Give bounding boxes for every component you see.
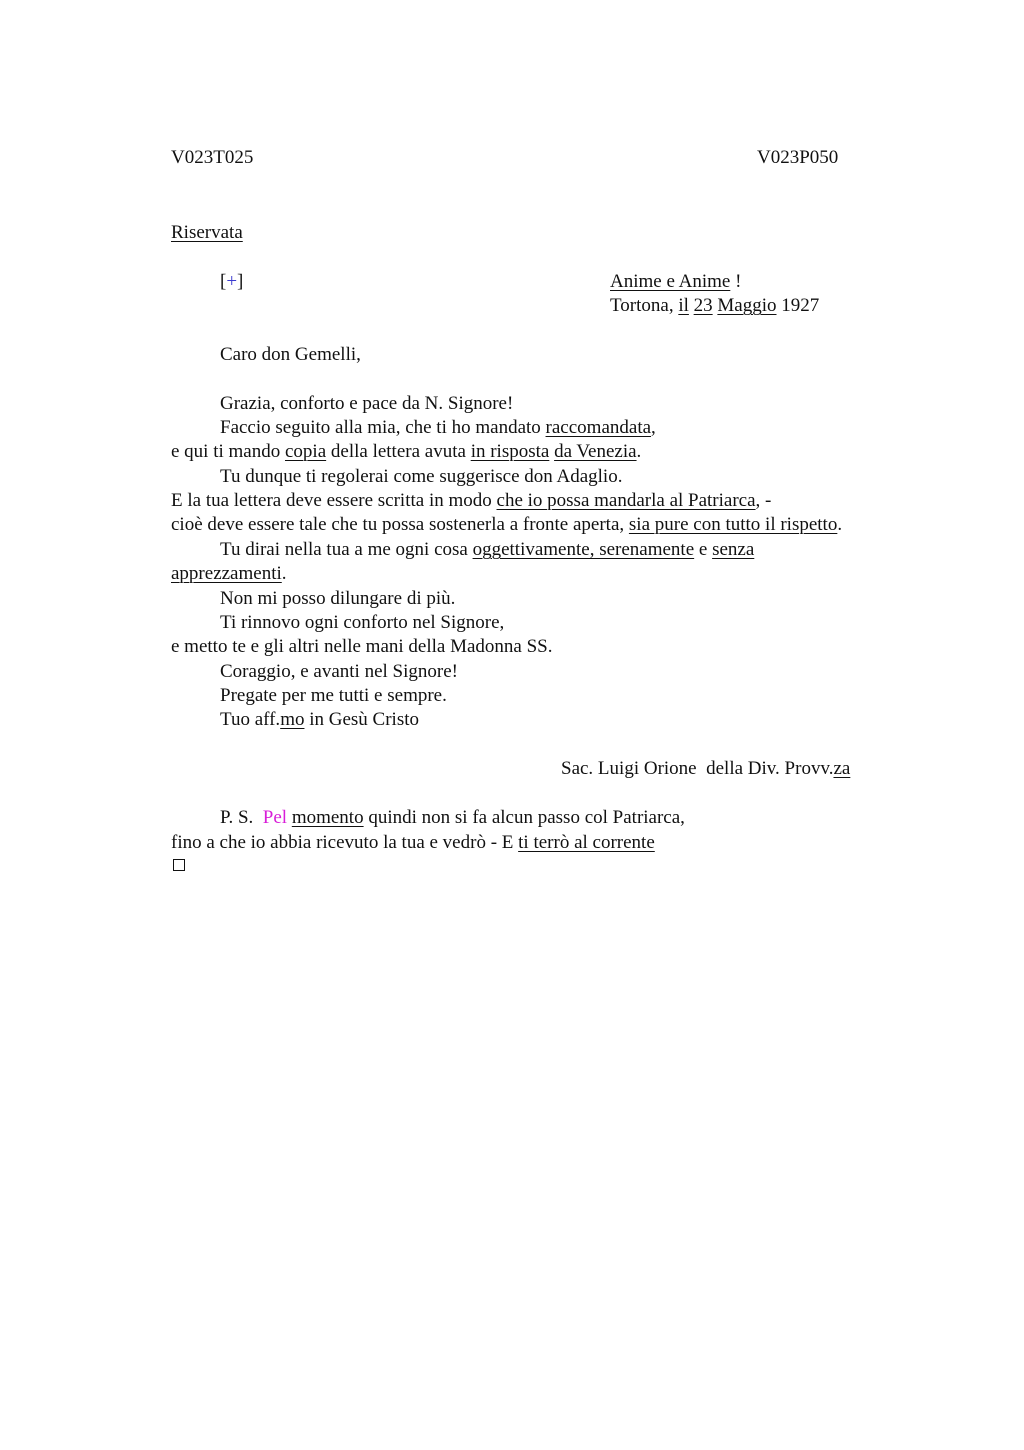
text-span: . — [636, 441, 642, 462]
underlined-rispetto-phrase: sia pure con tutto il rispetto — [628, 514, 838, 535]
body-line-6 — [171, 513, 842, 537]
underlined-mo: mo — [280, 709, 305, 730]
body-line-7 — [220, 538, 754, 562]
underlined-oggettivamente: oggettivamente, serenamente — [472, 539, 695, 560]
text-span: , - — [755, 490, 772, 511]
body-line-8 — [171, 562, 287, 586]
text-span: cioè deve essere tale che tu possa sostenerla a fronte aperta, — [171, 514, 629, 535]
text-span: Tu dirai nella tua a me ogni cosa — [220, 539, 473, 560]
dateline-il: il — [678, 295, 689, 316]
riservata-label: Riservata — [171, 222, 243, 243]
underlined-in-risposta: in risposta — [470, 441, 550, 462]
cross-plus: + — [226, 271, 238, 292]
text-span: Tuo aff. — [220, 709, 281, 730]
text-span: e qui ti mando — [171, 441, 285, 462]
dateline-day: 23 — [693, 295, 713, 316]
underlined-raccomandata: raccomandata — [545, 417, 652, 438]
text-span: della lettera avuta — [326, 441, 471, 462]
underlined-copia: copia — [284, 441, 327, 462]
body-line-4: Tu dunque ti regolerai come suggerisce don Adaglio. — [220, 466, 623, 487]
signature-suffix: za — [833, 758, 851, 779]
text-span: e — [694, 539, 713, 560]
body-line-14 — [220, 708, 419, 732]
body-line-11: e metto te e gli altri nelle mani della Madonna SS. — [171, 636, 553, 657]
text-span: Faccio seguito alla mia, che ti ho mandato — [220, 417, 546, 438]
underlined-patriarca-phrase: che io possa mandarla al Patriarca — [496, 490, 756, 511]
motto-text: Anime e Anime — [610, 271, 731, 292]
body-line-10: Ti rinnovo ogni conforto nel Signore, — [220, 612, 505, 633]
body-line-1: Grazia, conforto e pace da N. Signore! — [220, 393, 514, 414]
text-span: P. S. — [220, 807, 263, 828]
dateline-month: Maggio — [717, 295, 777, 316]
body-line-3 — [171, 440, 641, 464]
underlined-apprezzamenti: apprezzamenti — [171, 563, 282, 584]
text-span: quindi non si fa alcun passo col Patriarca, — [363, 807, 685, 828]
motto — [610, 270, 741, 294]
cross-open-bracket: [ — [220, 271, 227, 292]
dateline-place: Tortona, — [610, 295, 679, 316]
body-line-9: Non mi posso dilungare di più. — [220, 588, 456, 609]
checkbox-icon — [173, 859, 185, 871]
text-span: E la tua lettera deve essere scritta in modo — [171, 490, 497, 511]
pel-word: Pel — [262, 807, 288, 828]
signature — [561, 757, 850, 781]
salutation: Caro don Gemelli, — [220, 344, 361, 365]
text-span: , — [651, 417, 656, 438]
document-code-left: V023T025 — [171, 147, 254, 168]
text-span: in Gesù Cristo — [304, 709, 419, 730]
dateline — [610, 294, 819, 318]
body-line-2 — [220, 416, 656, 440]
text-span: . — [281, 563, 287, 584]
body-line-5 — [171, 489, 771, 513]
body-line-12: Coraggio, e avanti nel Signore! — [220, 661, 458, 682]
postscript-line-1 — [220, 806, 685, 830]
underlined-senza: senza — [712, 539, 755, 560]
motto-mark: ! — [730, 271, 742, 292]
text-span: fino a che io abbia ricevuto la tua e vedrò - E — [171, 832, 519, 853]
underlined-da-venezia: da Venezia — [554, 441, 637, 462]
text-span: . — [837, 514, 843, 535]
cross-close-bracket: ] — [237, 271, 244, 292]
underlined-momento: momento — [291, 807, 364, 828]
document-code-right: V023P050 — [757, 147, 839, 168]
underlined-ti-terro: ti terrò al corrente — [518, 832, 655, 853]
dateline-year: 1927 — [776, 295, 820, 316]
postscript-line-2 — [171, 831, 655, 855]
signature-text: Sac. Luigi Orione della Div. Provv. — [561, 758, 834, 779]
body-line-13: Pregate per me tutti e sempre. — [220, 685, 447, 706]
cross-mark — [220, 270, 243, 294]
